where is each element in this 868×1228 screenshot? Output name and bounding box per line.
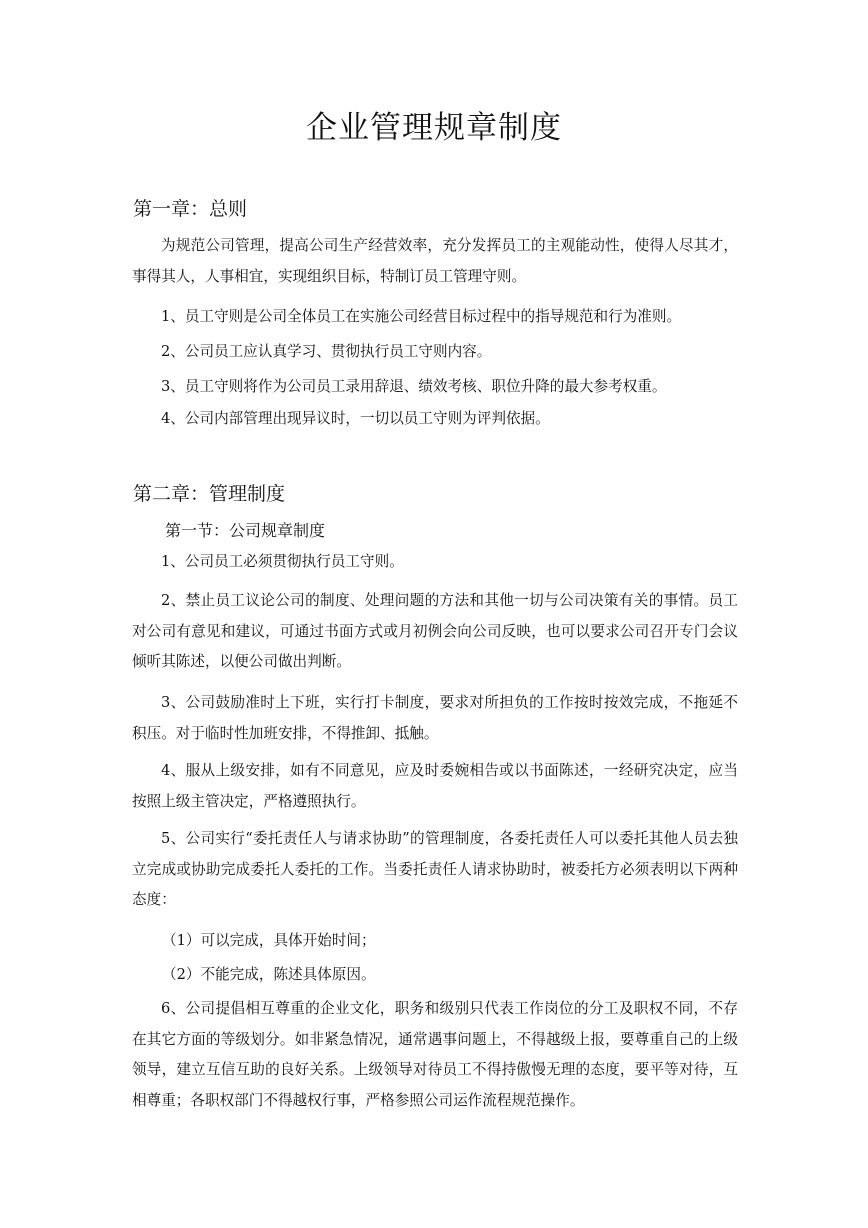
section-1-item: 4、服从上级安排，如有不同意见，应及时委婉相告或以书面陈述，一经研究决定，应当按照上级主管决定，严格遵照执行。 [132,762,738,810]
chapter-1-item: 2、公司员工应认真学习、贯彻执行员工守则内容。 [161,343,492,360]
chapter-1-intro: 为规范公司管理，提高公司生产经营效率，充分发挥员工的主观能动性，使得人尽其才，事得其人，人事相宜，实现组织目标，特制订员工管理守则。 [132,237,738,285]
section-1-heading: 第一节：公司规章制度 [165,521,326,540]
section-1-item: 1、公司员工必须贯彻执行员工守则。 [161,553,404,570]
document-title: 企业管理规章制度 [306,110,562,146]
section-1-item: 5、公司实行“委托责任人与请求协助”的管理制度，各委托责任人可以委托其他人员去独立完成或协助完成委托人委托的工作。当委托责任人请求协助时，被委托方必须表明以下两种态度： [132,830,738,908]
chapter-1-item: 3、员工守则将作为公司员工录用辞退、绩效考核、职位升降的最大参考权重。 [161,378,667,395]
chapter-2-heading: 第二章：管理制度 [133,483,286,505]
section-1-sub-item: （2）不能完成，陈述具体原因。 [162,966,376,983]
section-1-item: 3、公司鼓励准时上下班，实行打卡制度，要求对所担负的工作按时按效完成，不拖延不积压。对于临时性加班安排，不得推卸、抵触。 [132,694,738,742]
section-1-item: 2、禁止员工议论公司的制度、处理问题的方法和其他一切与公司决策有关的事情。员工对公司有意见和建议，可通过书面方式或月初例会向公司反映，也可以要求公司召开专门会议倾听其陈述，以便公司做出判断。 [132,592,738,670]
chapter-1-heading: 第一章：总则 [133,198,248,220]
section-1-sub-item: （1）可以完成，具体开始时间； [162,932,376,949]
chapter-1-item: 1、员工守则是公司全体员工在实施公司经营目标过程中的指导规范和行为准则。 [161,308,682,325]
chapter-1-item: 4、公司内部管理出现异议时，一切以员工守则为评判依据。 [161,410,550,427]
section-1-item: 6、公司提倡相互尊重的企业文化，职务和级别只代表工作岗位的分工及职权不同，不存在其它方面的等级划分。如非紧急情况，通常遇事问题上，不得越级上报，要尊重自己的上级领导，建立互信互助的良好关系。上级领导对待员工不得持傲慢无理的态度，要平等对待，互相尊重；各职权部门不得越权行事，严格参照公司运作流程规范操作。 [132,1000,738,1109]
